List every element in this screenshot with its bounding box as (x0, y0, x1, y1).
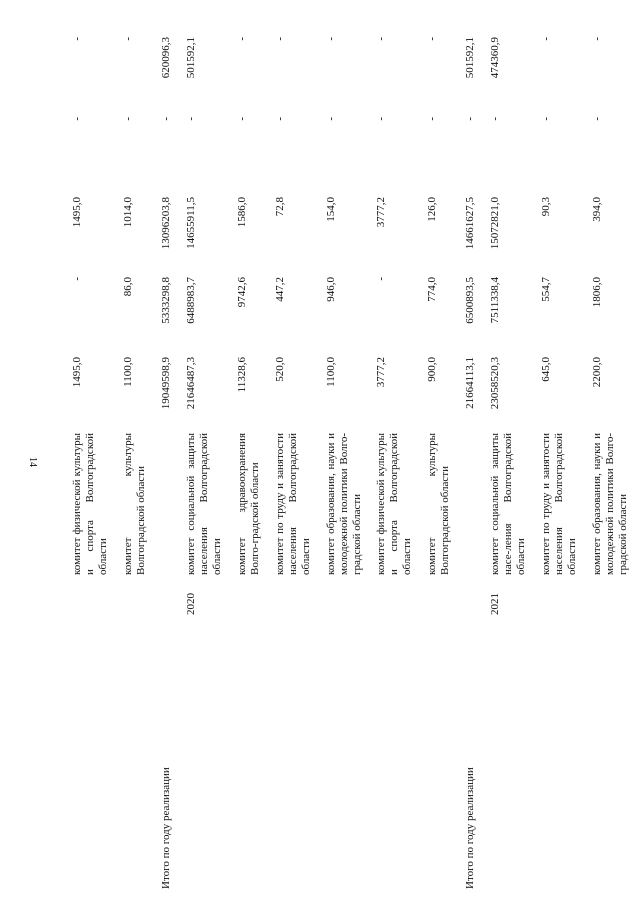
regional-amount-cell: 1495,0 (71, 197, 83, 228)
total-cell (587, 619, 638, 889)
total-cell (371, 619, 422, 889)
federal-amount-cell: 5333298,8 (159, 277, 172, 324)
year-cell (156, 589, 181, 619)
total-cell (181, 619, 232, 889)
regional-amount-cell: 14661627,5 (464, 197, 477, 250)
table-row (422, 29, 460, 889)
total-amount-cell: 520,0 (273, 357, 286, 382)
year-cell (270, 589, 321, 619)
local-amount-cell: - (464, 117, 477, 121)
total-amount-cell: 3777,2 (375, 357, 388, 388)
regional-amount-cell: 13096203,8 (159, 197, 172, 250)
table-row (321, 29, 372, 889)
local-amount-cell: - (324, 117, 337, 121)
extrabudget-amount-cell: - (324, 37, 337, 41)
total-cell (270, 619, 321, 889)
total-amount-cell: 21664113,1 (464, 357, 477, 409)
executor-cell: комитет физической культуры и спорта Волгоградской области (375, 433, 414, 575)
regional-amount-cell: 15072821,0 (489, 197, 502, 250)
regional-amount-cell: 14655911,5 (184, 197, 197, 249)
table-row (371, 29, 422, 889)
local-amount-cell: - (540, 117, 553, 121)
executor-cell: комитет социальной защиты насе-ления Волгоградской области (489, 433, 528, 575)
executor-cell: комитет образования, науки и молодежной политики Волго-градской области (591, 433, 630, 575)
total-amount-cell: 900,0 (426, 357, 439, 382)
federal-amount-cell: - (375, 277, 388, 281)
federal-amount-cell: 6500893,5 (464, 277, 477, 324)
year-cell (232, 589, 270, 619)
extrabudget-amount-cell: - (591, 37, 604, 41)
federal-amount-cell: 1806,0 (591, 277, 604, 308)
local-amount-cell: - (184, 117, 197, 121)
total-cell (232, 619, 270, 889)
executor-cell: комитет физической культуры и спорта Волгоградской области (71, 433, 109, 575)
total-cell (321, 619, 372, 889)
year-cell (587, 589, 638, 619)
executor-cell: комитет образования, науки и молодежной политики Волго-градской области (324, 433, 363, 575)
total-amount-cell: 2200,0 (591, 357, 604, 388)
page-number: 14 (27, 457, 38, 467)
executor-cell: комитет культуры Волгоградской области (426, 433, 452, 575)
total-amount-cell: 1495,0 (71, 357, 83, 388)
extrabudget-amount-cell: 501592,1 (184, 37, 197, 79)
local-amount-cell: - (235, 117, 248, 121)
local-amount-cell: - (489, 117, 502, 121)
executor-cell (156, 429, 181, 589)
year-cell (371, 589, 422, 619)
regional-amount-cell: 1014,0 (121, 197, 134, 228)
total-amount-cell: 1100,0 (324, 357, 337, 387)
total-amount-cell: 1100,0 (121, 357, 134, 387)
executor-cell: комитет по труду и занятости населения Волгоградской области (273, 433, 312, 575)
federal-amount-cell: 6488983,7 (184, 277, 197, 324)
year-cell (321, 589, 372, 619)
table-row (67, 29, 118, 889)
table-row (270, 29, 321, 889)
year-cell: 2020 (184, 593, 197, 615)
local-amount-cell: - (273, 117, 286, 121)
budget-table (67, 29, 638, 889)
extrabudget-amount-cell: - (273, 37, 286, 41)
extrabudget-amount-cell: - (121, 37, 134, 41)
federal-amount-cell: 554,7 (540, 277, 553, 302)
total-cell (485, 619, 536, 889)
extrabudget-amount-cell: 501592,1 (464, 37, 477, 79)
table-row (536, 29, 587, 889)
table-row (232, 29, 270, 889)
year-cell (67, 589, 118, 619)
executor-cell: комитет культуры Волгоградской области (121, 433, 147, 575)
total-cell: Итого по году реализации (159, 767, 172, 889)
total-cell (118, 619, 156, 889)
extrabudget-amount-cell: - (375, 37, 388, 41)
local-amount-cell: - (159, 117, 172, 121)
local-amount-cell: - (426, 117, 439, 121)
regional-amount-cell: 154,0 (324, 197, 337, 222)
total-cell (536, 619, 587, 889)
year-cell (118, 589, 156, 619)
table-row (181, 29, 232, 889)
local-amount-cell: - (121, 117, 134, 121)
total-amount-cell: 645,0 (540, 357, 553, 382)
year-cell (460, 589, 485, 619)
federal-amount-cell: 774,0 (426, 277, 439, 302)
budget-table-body (67, 29, 638, 889)
extrabudget-amount-cell: 620096,3 (159, 37, 172, 79)
federal-amount-cell: 946,0 (324, 277, 337, 302)
table-row (587, 29, 638, 889)
total-amount-cell: 23058520,3 (489, 357, 502, 410)
total-cell (422, 619, 460, 889)
regional-amount-cell: 90,3 (540, 197, 553, 217)
year-cell (536, 589, 587, 619)
table-row (460, 29, 485, 889)
local-amount-cell: - (375, 117, 388, 121)
total-amount-cell: 21646487,3 (184, 357, 197, 410)
federal-amount-cell: 9742,6 (235, 277, 248, 308)
executor-cell (460, 429, 485, 589)
regional-amount-cell: 1586,0 (235, 197, 248, 228)
local-amount-cell: - (591, 117, 604, 121)
regional-amount-cell: 126,0 (426, 197, 439, 222)
extrabudget-amount-cell: - (235, 37, 248, 41)
extrabudget-amount-cell: - (540, 37, 553, 41)
executor-cell: комитет по труду и занятости населения Волгоградской области (540, 433, 579, 575)
federal-amount-cell: 447,2 (273, 277, 286, 302)
total-cell (67, 619, 118, 889)
total-cell: Итого по году реализации (464, 767, 477, 889)
federal-amount-cell: 7511338,4 (489, 277, 502, 324)
regional-amount-cell: 3777,2 (375, 197, 388, 228)
table-row (485, 29, 536, 889)
table-row (118, 29, 156, 889)
total-amount-cell: 19049598,9 (159, 357, 172, 410)
extrabudget-amount-cell: - (426, 37, 439, 41)
extrabudget-amount-cell: - (71, 37, 83, 41)
executor-cell: комитет здравоохранения Волго-градской области (235, 433, 261, 575)
federal-amount-cell: - (71, 277, 83, 281)
extrabudget-amount-cell: 474360,9 (489, 37, 502, 79)
regional-amount-cell: 394,0 (591, 197, 604, 222)
year-cell: 2021 (489, 593, 502, 615)
table-row (156, 29, 181, 889)
regional-amount-cell: 72,8 (273, 197, 286, 217)
local-amount-cell: - (71, 117, 83, 121)
executor-cell: комитет социальной защиты населения Волгоградской области (184, 433, 223, 575)
federal-amount-cell: 86,0 (121, 277, 134, 297)
total-amount-cell: 11328,6 (235, 357, 248, 393)
year-cell (422, 589, 460, 619)
